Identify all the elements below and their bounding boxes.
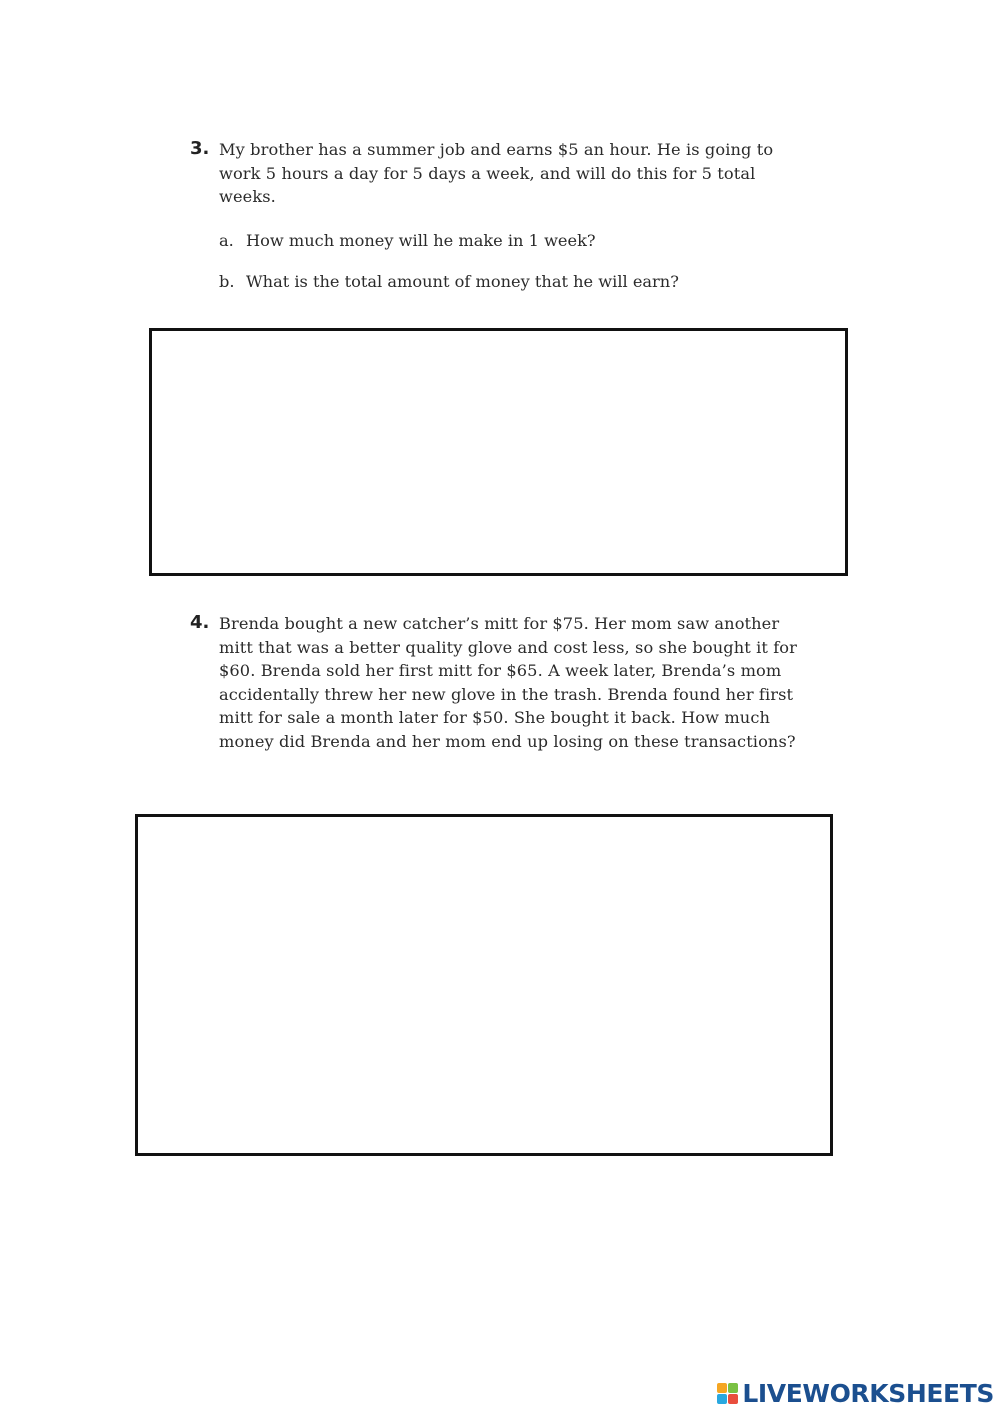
question-part-b [219, 270, 679, 294]
liveworksheets-logo [717, 1378, 994, 1408]
part-label: a. [219, 231, 234, 250]
logo-square-icon [717, 1383, 727, 1393]
answer-box-question-4[interactable] [135, 814, 833, 1156]
part-text: What is the total amount of money that he will earn? [246, 272, 679, 291]
answer-box-question-3[interactable] [149, 328, 848, 576]
question-text: My brother has a summer job and earns $5 an hour. He is going to work 5 hours a day for 5 days a week, and will do this for 5 total weeks. [219, 140, 774, 207]
part-label: b. [219, 272, 235, 291]
question-number: 3. [190, 138, 210, 159]
logo-mark-icon [717, 1383, 738, 1404]
logo-text: LIVEWORKSHEETS [742, 1378, 994, 1408]
logo-square-icon [717, 1394, 727, 1404]
question-part-a [219, 229, 596, 253]
question-number: 4. [190, 612, 210, 633]
question-4 [190, 612, 810, 754]
logo-square-icon [728, 1383, 738, 1393]
question-3 [190, 138, 810, 291]
logo-square-icon [728, 1394, 738, 1404]
part-text: How much money will he make in 1 week? [246, 231, 596, 250]
question-text: Brenda bought a new catcher’s mitt for $75. Her mom saw another mitt that was a better quality glove and cost less, so she bought it for $60. Brenda sold her first mitt for $65. A week later, Brenda’s mom accidentally threw her new glove in the trash. Brenda found her first mitt for sale a month later for $50. She bought it back. How much money did Brenda and her mom end up losing on these transactions? [219, 614, 797, 751]
